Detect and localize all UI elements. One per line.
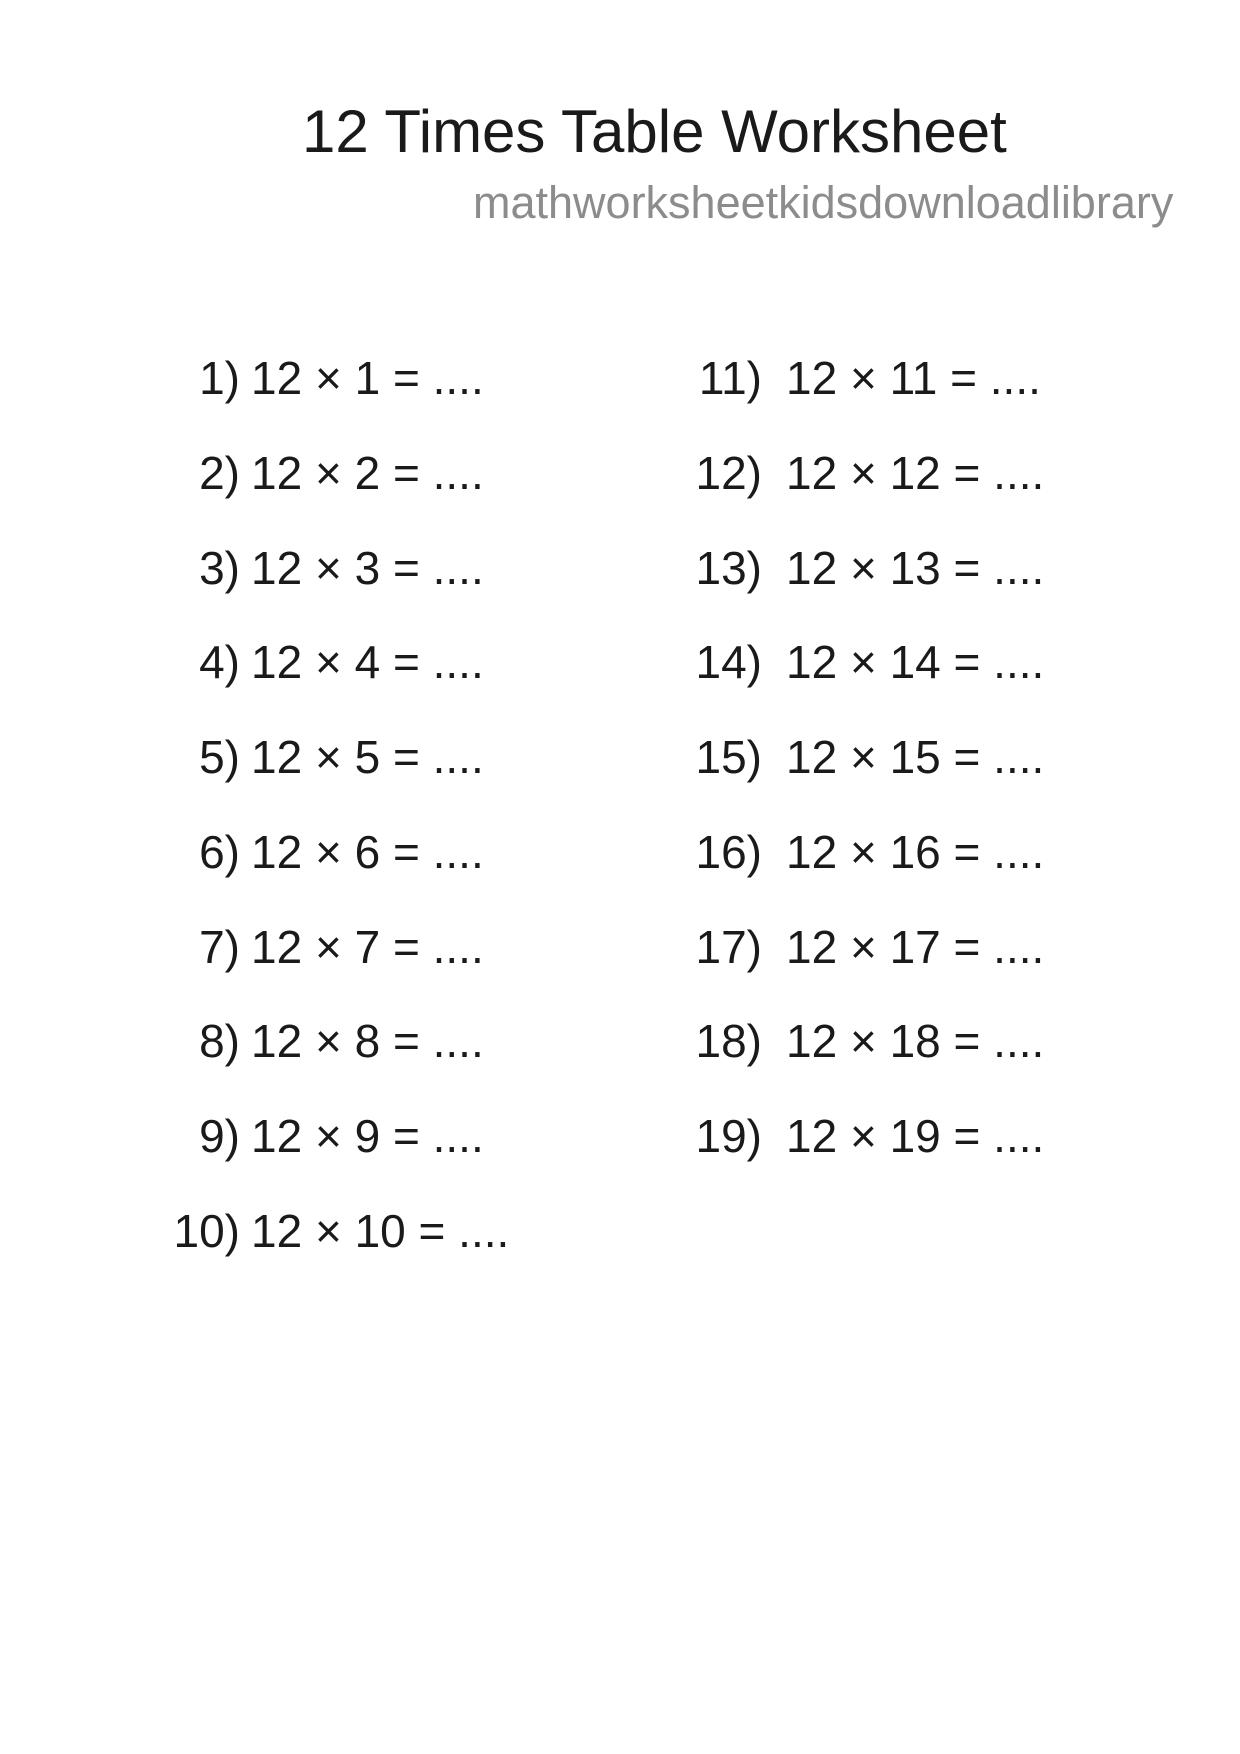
problem-row <box>694 1110 1045 1208</box>
problem-number: 19) <box>695 1110 762 1162</box>
problem-expression: 12 × 2 = .... <box>251 446 484 499</box>
problem-number: 5) <box>199 731 240 783</box>
problem-number: 10) <box>173 1204 240 1257</box>
problem-row <box>694 446 1045 545</box>
problem-number: 8) <box>199 1015 240 1068</box>
problem-expression: 12 × 11 = .... <box>786 352 1041 404</box>
problem-number: 3) <box>199 541 240 594</box>
problem-number: 1) <box>199 352 240 404</box>
problems-right-column <box>694 352 1045 1208</box>
problem-expression: 12 × 9 = .... <box>251 1110 484 1162</box>
problems-left-column <box>172 352 510 1303</box>
problem-row <box>694 352 1044 450</box>
problem-row <box>172 731 509 829</box>
problem-row <box>694 731 1045 829</box>
problem-row <box>172 352 509 450</box>
problem-row <box>694 825 1045 924</box>
problem-expression: 12 × 5 = .... <box>251 731 484 783</box>
problem-number: 14) <box>695 636 762 689</box>
problem-number: 16) <box>695 825 762 878</box>
problem-expression: 12 × 19 = .... <box>786 1110 1045 1162</box>
problem-number: 13) <box>695 541 762 594</box>
problem-expression: 12 × 14 = .... <box>786 636 1045 689</box>
problem-number: 12) <box>695 446 762 499</box>
problem-row <box>172 1015 509 1113</box>
problem-expression: 12 × 13 = .... <box>786 541 1045 594</box>
problem-number: 6) <box>199 825 240 878</box>
problem-row <box>172 541 509 640</box>
page-subtitle: mathworksheetkidsdownloadlibrary <box>473 177 1174 228</box>
problem-row <box>172 636 509 734</box>
problem-row <box>172 1110 509 1208</box>
problem-number: 2) <box>199 446 240 499</box>
problem-row <box>172 825 509 924</box>
problem-expression: 12 × 7 = .... <box>251 920 484 973</box>
page-title: 12 Times Table Worksheet <box>302 98 1007 165</box>
problem-number: 17) <box>695 920 762 973</box>
problem-expression: 12 × 15 = .... <box>786 731 1045 783</box>
problem-expression: 12 × 3 = .... <box>251 541 484 594</box>
problem-row <box>694 636 1045 734</box>
problem-expression: 12 × 4 = .... <box>251 636 484 689</box>
problem-row <box>694 541 1045 640</box>
problem-number: 7) <box>199 920 240 973</box>
problem-number: 15) <box>695 731 762 783</box>
problem-expression: 12 × 10 = .... <box>251 1204 510 1257</box>
problem-expression: 12 × 17 = .... <box>786 920 1045 973</box>
problem-expression: 12 × 1 = .... <box>251 352 484 404</box>
problem-expression: 12 × 8 = .... <box>251 1015 484 1068</box>
problem-expression: 12 × 16 = .... <box>786 825 1045 878</box>
problem-expression: 12 × 6 = .... <box>251 825 484 878</box>
problem-row <box>694 920 1045 1019</box>
problem-row <box>172 446 509 545</box>
problem-number: 4) <box>199 636 240 689</box>
problem-expression: 12 × 12 = .... <box>786 446 1045 499</box>
problem-row <box>694 1015 1045 1113</box>
problem-row <box>172 920 509 1019</box>
problem-number: 18) <box>695 1015 762 1068</box>
problem-number: 11) <box>698 352 762 404</box>
problem-expression: 12 × 18 = .... <box>786 1015 1045 1068</box>
problem-row <box>172 1204 510 1303</box>
problem-number: 9) <box>199 1110 240 1162</box>
